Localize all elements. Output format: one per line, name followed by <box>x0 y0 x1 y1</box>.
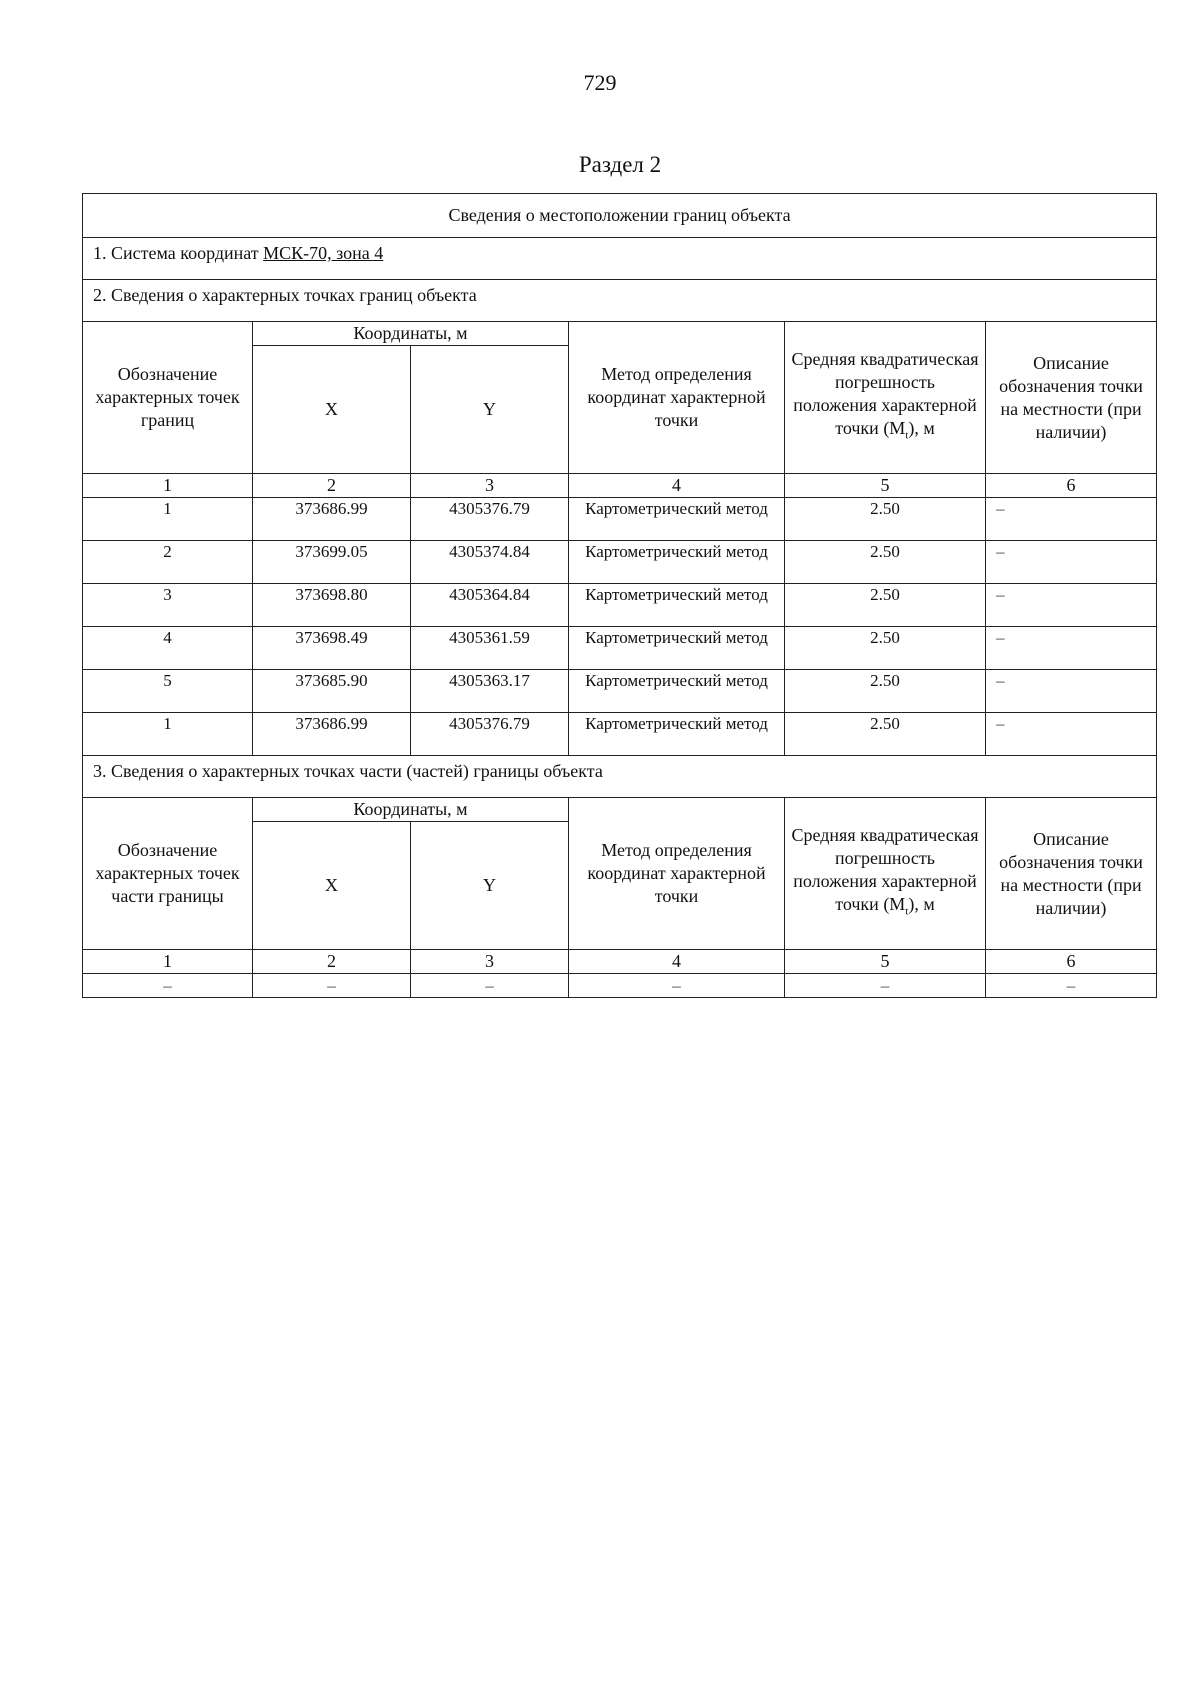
point-description: – <box>986 584 1157 627</box>
header-x: X <box>253 346 411 474</box>
point-id: 3 <box>83 584 253 627</box>
point-id: 1 <box>83 498 253 541</box>
point-error: 2.50 <box>785 670 986 713</box>
table-row <box>83 627 1157 670</box>
table-row <box>83 670 1157 713</box>
point-x: 373686.99 <box>253 713 411 756</box>
header-error <box>785 322 986 474</box>
col-num-5: 5 <box>785 474 986 498</box>
block2-title: 2. Сведения о характерных точках границ объекта <box>83 280 1157 322</box>
page-number: 729 <box>583 70 617 95</box>
empty-cell: – <box>569 974 785 998</box>
header-description: Описание обозначения точки на местности (при наличии) <box>986 322 1157 474</box>
empty-cell: – <box>253 974 411 998</box>
col-num-3: 3 <box>411 950 569 974</box>
boundary-table <box>82 193 1157 998</box>
empty-row <box>83 974 1157 998</box>
header-coordinates: Координаты, м <box>253 322 569 346</box>
col-num-6: 6 <box>986 950 1157 974</box>
point-method: Картометрический метод <box>569 713 785 756</box>
header-x-2: X <box>253 822 411 950</box>
col-num-1: 1 <box>83 474 253 498</box>
header-error-sub: t <box>905 429 909 442</box>
coord-system-prefix: 1. Система координат <box>93 243 264 263</box>
empty-cell: – <box>986 974 1157 998</box>
point-y: 4305374.84 <box>411 541 569 584</box>
empty-cell: – <box>411 974 569 998</box>
header-error-tail: ), м <box>908 893 935 914</box>
point-x: 373685.90 <box>253 670 411 713</box>
header-coordinates-2: Координаты, м <box>253 798 569 822</box>
point-error: 2.50 <box>785 713 986 756</box>
header-error-tail: ), м <box>908 417 935 438</box>
point-id: 1 <box>83 713 253 756</box>
header-error-sub: t <box>905 905 909 918</box>
point-error: 2.50 <box>785 584 986 627</box>
column-numbers-row-2 <box>83 950 1157 974</box>
header-method-2: Метод определения координат характерной точки <box>569 798 785 950</box>
col-num-4: 4 <box>569 474 785 498</box>
point-y: 4305376.79 <box>411 498 569 541</box>
point-y: 4305361.59 <box>411 627 569 670</box>
header-point-designation: Обозначение характерных точек границ <box>83 322 253 474</box>
point-description: – <box>986 670 1157 713</box>
coord-system-value: МСК-70, зона 4 <box>263 243 384 263</box>
header-error-text: Средняя квадратическая погрешность положения характерной точки (M <box>791 824 979 914</box>
col-num-5: 5 <box>785 950 986 974</box>
point-method: Картометрический метод <box>569 584 785 627</box>
point-error: 2.50 <box>785 541 986 584</box>
point-description: – <box>986 541 1157 584</box>
point-description: – <box>986 713 1157 756</box>
header-error-text: Средняя квадратическая погрешность положения характерной точки (M <box>791 348 979 438</box>
point-y: 4305364.84 <box>411 584 569 627</box>
header-y: Y <box>411 346 569 474</box>
table-caption: Сведения о местоположении границ объекта <box>83 194 1157 238</box>
col-num-6: 6 <box>986 474 1157 498</box>
point-description: – <box>986 627 1157 670</box>
point-error: 2.50 <box>785 627 986 670</box>
point-id: 5 <box>83 670 253 713</box>
header-error-2 <box>785 798 986 950</box>
column-numbers-row <box>83 474 1157 498</box>
col-num-1: 1 <box>83 950 253 974</box>
point-y: 4305376.79 <box>411 713 569 756</box>
col-num-4: 4 <box>569 950 785 974</box>
header-description-2: Описание обозначения точки на местности (при наличии) <box>986 798 1157 950</box>
point-id: 4 <box>83 627 253 670</box>
table-row <box>83 498 1157 541</box>
table-row <box>83 541 1157 584</box>
point-error: 2.50 <box>785 498 986 541</box>
point-method: Картометрический метод <box>569 670 785 713</box>
table-row <box>83 713 1157 756</box>
point-x: 373698.80 <box>253 584 411 627</box>
header-method: Метод определения координат характерной точки <box>569 322 785 474</box>
block3-title: 3. Сведения о характерных точках части (частей) границы объекта <box>83 756 1157 798</box>
empty-cell: – <box>83 974 253 998</box>
col-num-3: 3 <box>411 474 569 498</box>
col-num-2: 2 <box>253 950 411 974</box>
col-num-2: 2 <box>253 474 411 498</box>
point-x: 373698.49 <box>253 627 411 670</box>
table-row <box>83 584 1157 627</box>
coord-system-row <box>83 238 1157 280</box>
point-method: Картометрический метод <box>569 498 785 541</box>
section-title: Раздел 2 <box>578 152 662 177</box>
point-method: Картометрический метод <box>569 627 785 670</box>
point-x: 373699.05 <box>253 541 411 584</box>
header-y-2: Y <box>411 822 569 950</box>
point-x: 373686.99 <box>253 498 411 541</box>
point-method: Картометрический метод <box>569 541 785 584</box>
empty-cell: – <box>785 974 986 998</box>
header-part-point-designation: Обозначение характерных точек части границы <box>83 798 253 950</box>
point-description: – <box>986 498 1157 541</box>
point-y: 4305363.17 <box>411 670 569 713</box>
point-id: 2 <box>83 541 253 584</box>
